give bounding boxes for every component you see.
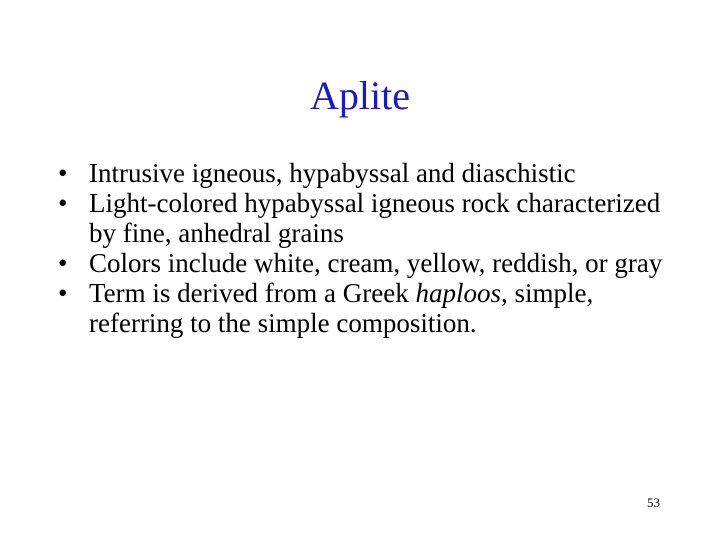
bullet-text-after: , simple, referring to the simple composition. (89, 278, 594, 338)
bullet-marker: • (58, 188, 68, 218)
bullet-marker: • (58, 158, 68, 188)
bullet-text-before: Term is derived from a Greek (89, 278, 416, 308)
bullet-text: Light-colored hypabyssal igneous rock characterized by fine, anhedral grains (89, 188, 661, 248)
bullet-item (58, 188, 678, 248)
bullet-emphasis: haploos (415, 278, 501, 308)
slide-title: Aplite (310, 73, 410, 118)
bullet-list (58, 158, 678, 338)
page-number: 53 (647, 495, 660, 510)
bullet-text: Intrusive igneous, hypabyssal and diaschistic (89, 158, 576, 188)
bullet-text: Colors include white, cream, yellow, reddish, or gray (89, 248, 663, 278)
bullet-marker: • (58, 278, 68, 308)
bullet-item (58, 248, 678, 278)
bullet-item (58, 158, 678, 188)
bullet-marker: • (58, 248, 68, 278)
bullet-item (58, 278, 678, 338)
